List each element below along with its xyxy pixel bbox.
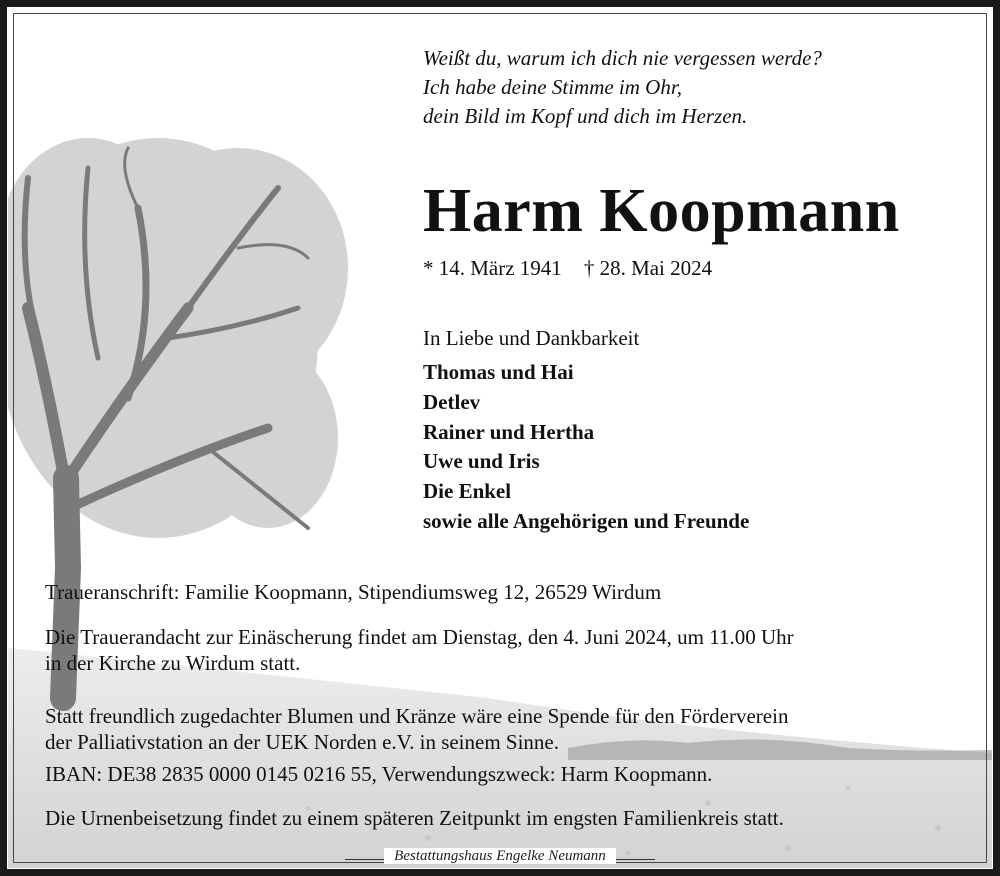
birth-date: * 14. März 1941 (423, 256, 562, 280)
funeral-home-name: Bestattungshaus Engelke Neumann (384, 848, 616, 864)
memorial-verse (423, 44, 822, 131)
deceased-name: Harm Koopmann (423, 177, 900, 245)
mourner-entry: Rainer und Hertha (423, 419, 595, 444)
mourner-entry: Die Enkel (423, 479, 512, 504)
service-notice (45, 624, 955, 676)
iban-line: IBAN: DE38 2835 0000 0145 0216 55, Verwendungszweck: Harm Koopmann. (45, 762, 713, 786)
dedication-line: In Liebe und Dankbarkeit (423, 326, 640, 350)
mourner-entry: Detlev (423, 389, 481, 414)
donation-line: Statt freundlich zugedachter Blumen und Kränze wäre eine Spende für den Förderverein (45, 704, 789, 728)
funeral-home (0, 848, 1000, 865)
service-line: in der Kirche zu Wirdum statt. (45, 651, 301, 675)
urn-burial-notice: Die Urnenbeisetzung findet zu einem späteren Zeitpunkt im engsten Familienkreis statt. (45, 806, 784, 830)
mourners-list (423, 358, 749, 537)
mourner-entry: sowie alle Angehörigen und Freunde (423, 508, 750, 533)
mourner-entry: Uwe und Iris (423, 449, 540, 474)
donation-notice (45, 703, 955, 755)
mourning-address: Traueranschrift: Familie Koopmann, Stipendiumsweg 12, 26529 Wirdum (45, 580, 662, 604)
service-line: Die Trauerandacht zur Einäscherung findet am Dienstag, den 4. Juni 2024, um 11.00 Uhr (45, 625, 794, 649)
verse-line: Weißt du, warum ich dich nie vergessen werde? (423, 46, 822, 70)
mourner-entry: Thomas und Hai (423, 360, 574, 384)
verse-line: dein Bild im Kopf und dich im Herzen. (423, 104, 748, 128)
verse-line: Ich habe deine Stimme im Ohr, (423, 75, 682, 99)
donation-line: der Palliativstation an der UEK Norden e.V. in seinem Sinne. (45, 730, 560, 754)
life-dates (423, 256, 712, 281)
death-date: † 28. Mai 2024 (583, 256, 713, 280)
